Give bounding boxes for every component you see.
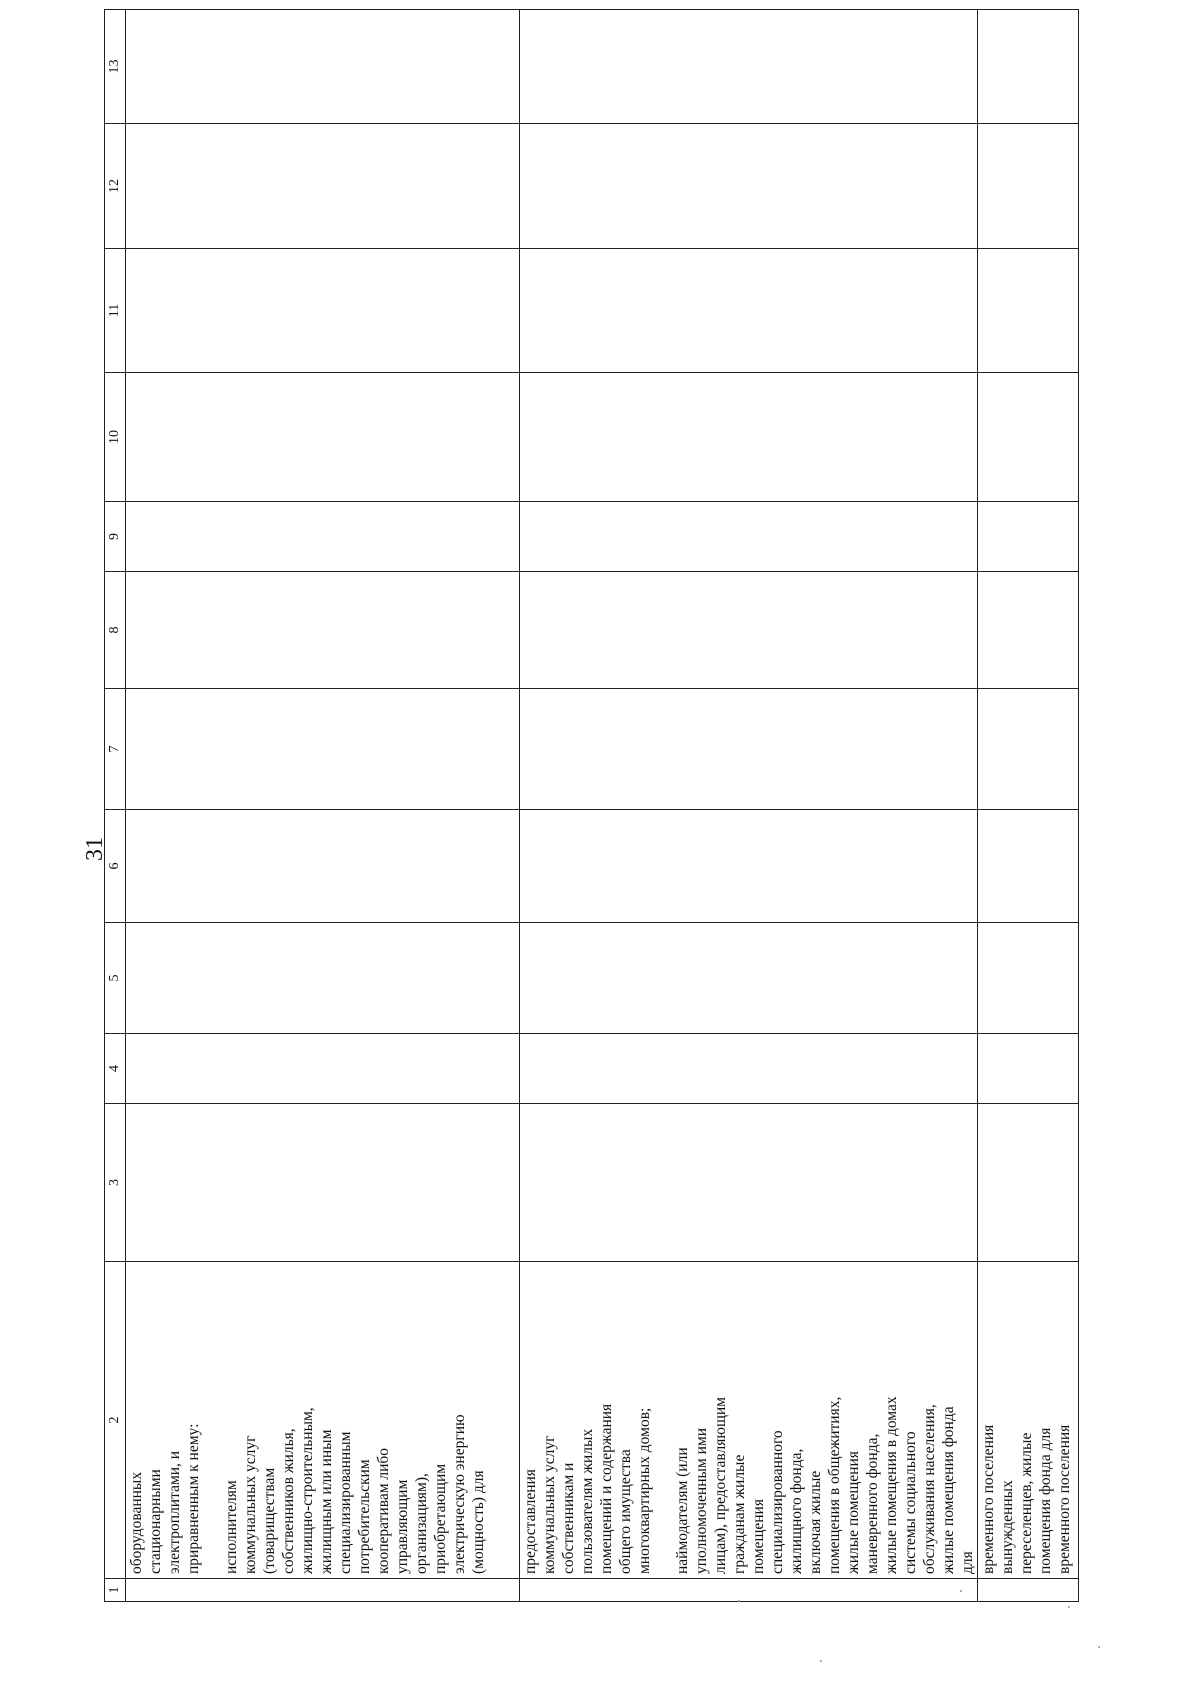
value-cell [520, 249, 978, 373]
value-cell [520, 572, 978, 689]
value-cell [126, 810, 520, 923]
scan-speck [1098, 1646, 1100, 1648]
value-cell [520, 810, 978, 923]
value-cell [978, 502, 1079, 572]
description-line: системы социального [902, 1431, 919, 1574]
value-cell [126, 1034, 520, 1104]
description-line: переселенцев, жилые [1018, 1432, 1035, 1574]
column-number: 5 [105, 923, 126, 1034]
description-line: жилищным или иным [318, 1429, 335, 1574]
description-line: стационарными [147, 1469, 164, 1574]
column-number: 6 [105, 810, 126, 923]
description-line: многоквартирных домов; [636, 1407, 653, 1574]
description-line: включая жилые [807, 1470, 824, 1574]
description-line: жилищного фонда, [788, 1448, 805, 1574]
description-line: лицам), предоставляющим [712, 1397, 729, 1574]
column-number: 8 [105, 572, 126, 689]
description-line: жилые помещения фонда [940, 1406, 957, 1574]
description-cell [520, 1262, 978, 1579]
scan-speck [1068, 1606, 1070, 1608]
description-line: маневренного фонда, [864, 1433, 881, 1574]
value-cell [520, 1104, 978, 1262]
value-cell [978, 1104, 1079, 1262]
description-line: жилые помещения в домах [883, 1396, 900, 1574]
column-number: 4 [105, 1034, 126, 1104]
description-line: помещения в общежитиях, [826, 1396, 843, 1574]
value-cell [978, 572, 1079, 689]
value-cell [126, 249, 520, 373]
column-number: 9 [105, 502, 126, 572]
description-line: электрическую энергию [451, 1414, 468, 1574]
description-line: уполномоченным ими [693, 1428, 710, 1574]
description-line: временного поселения [1056, 1424, 1073, 1574]
description-line: временного поселения [980, 1424, 997, 1574]
column-number: 10 [105, 373, 126, 502]
value-cell [520, 10, 978, 124]
value-cell [978, 249, 1079, 373]
column-number-row [105, 10, 126, 1602]
description-line: помещения [750, 1499, 767, 1574]
table-row [126, 10, 520, 1602]
value-cell [978, 1034, 1079, 1104]
description-line: жилые помещения [845, 1451, 862, 1574]
value-cell [126, 502, 520, 572]
value-cell [520, 1034, 978, 1104]
description-line: управляющим [394, 1479, 411, 1574]
value-cell [978, 10, 1079, 124]
description-line: собственникам и [560, 1462, 577, 1574]
description-line: кооперативам либо [375, 1447, 392, 1574]
description-line: пользователям жилых [579, 1428, 596, 1574]
description-line: коммунальных услуг [541, 1435, 558, 1574]
value-cell [126, 373, 520, 502]
description-line: организациям), [413, 1473, 430, 1574]
value-cell [978, 810, 1079, 923]
value-cell [978, 373, 1079, 502]
column-number: 13 [105, 10, 126, 124]
description-line: собственников жилья, [280, 1428, 297, 1574]
description-line: приобретающим [432, 1463, 449, 1574]
value-cell [126, 923, 520, 1034]
page-number: 31 [82, 837, 108, 861]
row-number-cell [126, 1579, 520, 1602]
description-line: жилищно-строительным, [299, 1407, 316, 1574]
value-cell [520, 373, 978, 502]
description-line: для [959, 1551, 976, 1574]
column-number: 12 [105, 124, 126, 249]
description-cell [126, 1262, 520, 1579]
description-line: потребительским [356, 1459, 373, 1574]
value-cell [520, 923, 978, 1034]
description-line: (мощность) для [470, 1470, 487, 1574]
description-line: помещений и содержания [598, 1403, 615, 1574]
row-number-cell [978, 1579, 1079, 1602]
description-line: обслуживания населения, [921, 1404, 938, 1574]
description-line: электроплитами, и [166, 1450, 183, 1574]
table-row [978, 10, 1079, 1602]
description-line: наймодателям (или [674, 1447, 691, 1574]
scan-speck [738, 1600, 740, 1602]
column-number: 11 [105, 249, 126, 373]
description-line: специализированным [337, 1431, 354, 1574]
value-cell [978, 923, 1079, 1034]
table-row [520, 10, 978, 1602]
description-line: вынужденных [999, 1480, 1016, 1574]
row-number-cell [520, 1579, 978, 1602]
description-line: общего имущества [617, 1449, 634, 1574]
description-line: исполнителям [223, 1480, 240, 1574]
scan-speck [960, 1590, 962, 1592]
description-line: коммунальных услуг [242, 1435, 259, 1574]
column-number: 3 [105, 1104, 126, 1262]
value-cell [126, 689, 520, 810]
value-cell [126, 124, 520, 249]
description-line: помещения фонда для [1037, 1427, 1054, 1574]
tariff-table [104, 9, 1079, 1602]
description-line: специализированного [769, 1430, 786, 1574]
value-cell [978, 689, 1079, 810]
description-cell [978, 1262, 1079, 1579]
value-cell [520, 689, 978, 810]
value-cell [126, 10, 520, 124]
column-number: 1 [105, 1579, 126, 1602]
value-cell [126, 1104, 520, 1262]
value-cell [520, 124, 978, 249]
description-line: (товариществам [261, 1467, 278, 1574]
value-cell [978, 124, 1079, 249]
scan-speck [820, 1660, 822, 1662]
description-line: оборудованных [128, 1471, 145, 1574]
description-line: приравненным к нему: [185, 1423, 202, 1574]
description-line: предоставления [522, 1469, 539, 1574]
column-number: 7 [105, 689, 126, 810]
value-cell [520, 502, 978, 572]
column-number: 2 [105, 1262, 126, 1579]
description-line: гражданам жилые [731, 1454, 748, 1574]
value-cell [126, 572, 520, 689]
